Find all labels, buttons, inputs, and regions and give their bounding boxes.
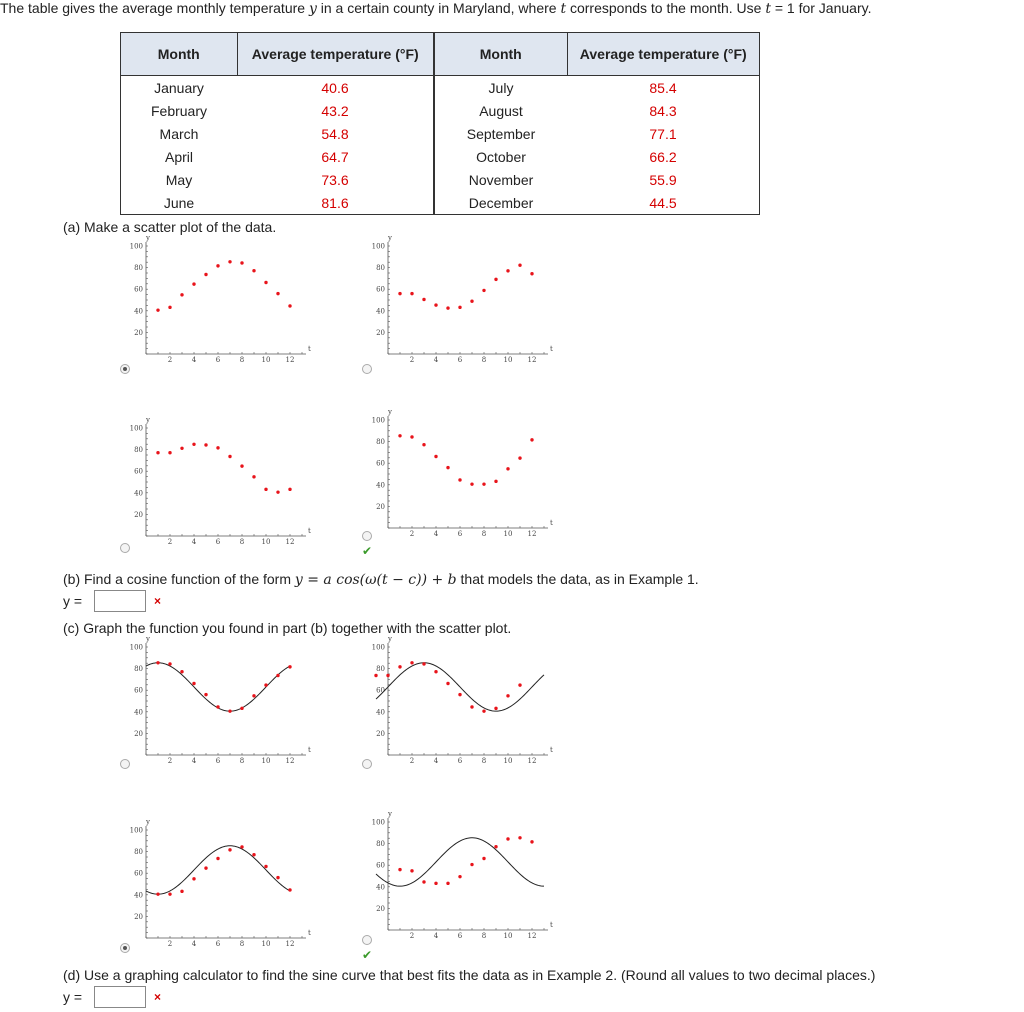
- y-tick-label: 60: [134, 285, 143, 294]
- data-point: [228, 848, 231, 851]
- data-point: [530, 840, 533, 843]
- data-point: [216, 705, 219, 708]
- data-point: [398, 434, 401, 437]
- y-axis-label: y: [146, 416, 150, 424]
- data-point: [470, 482, 473, 485]
- data-point: [156, 661, 159, 664]
- y-axis-label: y: [388, 635, 392, 643]
- table-header-month-1: Month: [121, 33, 238, 76]
- data-point: [410, 869, 413, 872]
- table-row: [121, 76, 760, 100]
- x-tick-label: 4: [433, 356, 439, 364]
- data-point: [156, 308, 159, 311]
- data-point: [506, 269, 509, 272]
- data-point: [494, 278, 497, 281]
- data-point: [398, 868, 401, 871]
- y-tick-label: 100: [371, 242, 385, 251]
- x-tick-label: 6: [215, 940, 221, 948]
- y-axis-label: y: [146, 635, 150, 643]
- x-tick-label: 2: [167, 538, 173, 546]
- y-tick-label: 40: [134, 891, 143, 900]
- temperature-cell: 85.4: [567, 76, 760, 100]
- x-axis-label: t: [550, 921, 553, 929]
- correct-check-icon: ✔: [362, 544, 373, 558]
- data-point: [458, 875, 461, 878]
- temperature-cell: 77.1: [567, 122, 760, 145]
- x-tick-label: 10: [261, 757, 271, 765]
- data-point: [374, 674, 377, 677]
- fitted-curve: [146, 846, 290, 894]
- data-point: [264, 683, 267, 686]
- x-tick-label: 8: [239, 757, 245, 765]
- data-point: [228, 260, 231, 263]
- y-tick-label: 80: [376, 438, 385, 447]
- data-point: [276, 674, 279, 677]
- x-tick-label: 8: [481, 932, 487, 940]
- y-tick-label: 60: [376, 686, 385, 695]
- problem-statement: The table gives the average monthly temperature y in a certain county in Maryland, where t corresponds to the month. Use t = 1 for January.: [0, 0, 872, 17]
- table-row: [121, 145, 760, 168]
- x-tick-label: 6: [215, 356, 221, 364]
- x-tick-label: 8: [481, 757, 487, 765]
- data-point: [180, 670, 183, 673]
- x-axis-label: t: [550, 746, 553, 754]
- x-tick-label: 12: [527, 530, 537, 538]
- y-tick-label: 100: [371, 416, 385, 425]
- data-point: [216, 857, 219, 860]
- x-tick-label: 6: [457, 530, 463, 538]
- data-point: [276, 876, 279, 879]
- data-point: [252, 694, 255, 697]
- x-tick-label: 10: [261, 356, 271, 364]
- x-tick-label: 6: [215, 538, 221, 546]
- x-tick-label: 6: [457, 356, 463, 364]
- x-tick-label: 12: [285, 757, 295, 765]
- data-point: [264, 488, 267, 491]
- data-point: [240, 845, 243, 848]
- y-tick-label: 100: [371, 643, 385, 652]
- part-d-answer-input[interactable]: [94, 986, 146, 1008]
- data-point: [458, 306, 461, 309]
- y-tick-label: 100: [129, 643, 143, 652]
- y-tick-label: 100: [129, 826, 143, 835]
- x-tick-label: 12: [527, 932, 537, 940]
- temperature-cell: 43.2: [237, 99, 434, 122]
- y-tick-label: 100: [371, 818, 385, 827]
- graph-option-c3: [118, 820, 318, 950]
- month-cell: October: [476, 148, 526, 165]
- scatter-option-a1: [118, 236, 318, 366]
- x-tick-label: 8: [481, 530, 487, 538]
- data-point: [204, 443, 207, 446]
- y-tick-label: 60: [376, 285, 385, 294]
- data-point: [398, 665, 401, 668]
- data-point: [288, 888, 291, 891]
- data-point: [434, 455, 437, 458]
- y-tick-label: 20: [134, 912, 143, 921]
- y-axis-label: y: [388, 408, 392, 416]
- correct-check-icon-2: ✔: [362, 948, 373, 962]
- x-tick-label: 4: [433, 530, 439, 538]
- y-tick-label: 80: [134, 264, 143, 273]
- data-point: [276, 292, 279, 295]
- data-point: [192, 682, 195, 685]
- x-tick-label: 2: [167, 940, 173, 948]
- data-point: [458, 478, 461, 481]
- data-point: [482, 709, 485, 712]
- data-point: [264, 865, 267, 868]
- x-tick-label: 10: [503, 356, 513, 364]
- y-axis-label: y: [146, 818, 150, 826]
- data-point: [518, 456, 521, 459]
- data-point: [168, 892, 171, 895]
- x-tick-label: 10: [261, 940, 271, 948]
- temperature-cell: 84.3: [567, 99, 760, 122]
- data-point: [530, 438, 533, 441]
- data-point: [288, 665, 291, 668]
- data-point: [180, 293, 183, 296]
- y-tick-label: 20: [376, 904, 385, 913]
- data-point: [482, 289, 485, 292]
- y-tick-label: 60: [134, 467, 143, 476]
- data-point: [422, 880, 425, 883]
- y-tick-label: 40: [376, 883, 385, 892]
- y-tick-label: 100: [129, 424, 143, 433]
- y-axis-label: y: [388, 234, 392, 242]
- y-tick-label: 40: [134, 489, 143, 498]
- y-tick-label: 80: [376, 264, 385, 273]
- data-point: [264, 281, 267, 284]
- x-tick-label: 4: [191, 356, 197, 364]
- data-point: [168, 306, 171, 309]
- part-b-wrong-icon: ×: [154, 594, 162, 608]
- data-point: [252, 475, 255, 478]
- data-point: [240, 707, 243, 710]
- data-point: [422, 443, 425, 446]
- fitted-curve: [146, 663, 290, 711]
- temperature-cell: 55.9: [567, 168, 760, 191]
- y-tick-label: 80: [376, 840, 385, 849]
- data-point: [216, 264, 219, 267]
- y-tick-label: 80: [134, 446, 143, 455]
- data-point: [386, 674, 389, 677]
- x-tick-label: 12: [285, 538, 295, 546]
- data-point: [446, 306, 449, 309]
- data-point: [446, 466, 449, 469]
- y-tick-label: 20: [134, 510, 143, 519]
- graph-option-c2: [360, 637, 560, 767]
- y-tick-label: 100: [129, 242, 143, 251]
- part-c-prompt: (c) Graph the function you found in part (b) together with the scatter plot.: [63, 620, 512, 636]
- data-point: [410, 661, 413, 664]
- table-row: [121, 122, 760, 145]
- data-point: [434, 670, 437, 673]
- data-point: [228, 455, 231, 458]
- data-point: [422, 662, 425, 665]
- y-tick-label: 40: [134, 708, 143, 717]
- data-point: [252, 269, 255, 272]
- data-point: [434, 882, 437, 885]
- fitted-curve: [376, 838, 544, 886]
- month-cell: June: [121, 191, 238, 215]
- data-point: [494, 707, 497, 710]
- x-tick-label: 4: [433, 757, 439, 765]
- data-point: [192, 443, 195, 446]
- y-tick-label: 20: [134, 729, 143, 738]
- part-d-wrong-icon: ×: [154, 990, 162, 1004]
- part-a-prompt: (a) Make a scatter plot of the data.: [63, 219, 277, 235]
- y-tick-label: 80: [376, 665, 385, 674]
- x-axis-label: t: [308, 746, 311, 754]
- data-point: [518, 683, 521, 686]
- x-tick-label: 10: [261, 538, 271, 546]
- data-point: [204, 273, 207, 276]
- data-point: [446, 882, 449, 885]
- data-point: [410, 292, 413, 295]
- table-row: [121, 99, 760, 122]
- data-point: [506, 694, 509, 697]
- x-axis-label: t: [308, 527, 311, 535]
- month-cell: December: [434, 191, 567, 215]
- temperature-cell: 81.6: [237, 191, 434, 215]
- y-tick-label: 20: [134, 328, 143, 337]
- month-cell: August: [479, 102, 523, 119]
- data-point: [204, 693, 207, 696]
- x-axis-label: t: [550, 519, 553, 527]
- y-tick-label: 40: [376, 307, 385, 316]
- data-point: [518, 264, 521, 267]
- data-point: [398, 292, 401, 295]
- x-tick-label: 12: [527, 757, 537, 765]
- x-tick-label: 8: [481, 356, 487, 364]
- data-point: [470, 863, 473, 866]
- temperature-cell: 40.6: [237, 76, 434, 100]
- table-row: [121, 191, 760, 215]
- table-header-month-2: Month: [434, 33, 567, 76]
- data-point: [276, 490, 279, 493]
- temperature-cell: 54.8: [237, 122, 434, 145]
- data-point: [482, 857, 485, 860]
- y-tick-label: 80: [134, 848, 143, 857]
- month-cell: July: [488, 79, 514, 96]
- data-point: [494, 480, 497, 483]
- temperature-cell: 64.7: [237, 145, 434, 168]
- x-tick-label: 4: [191, 538, 197, 546]
- data-point: [506, 467, 509, 470]
- x-tick-label: 4: [433, 932, 439, 940]
- data-point: [288, 304, 291, 307]
- fitted-curve: [376, 663, 544, 711]
- x-tick-label: 8: [239, 356, 245, 364]
- data-point: [410, 435, 413, 438]
- data-point: [458, 693, 461, 696]
- data-point: [216, 446, 219, 449]
- y-tick-label: 20: [376, 729, 385, 738]
- data-point: [180, 890, 183, 893]
- x-tick-label: 10: [503, 932, 513, 940]
- data-point: [494, 845, 497, 848]
- x-tick-label: 8: [239, 538, 245, 546]
- data-point: [470, 705, 473, 708]
- x-tick-label: 6: [457, 932, 463, 940]
- data-point: [240, 261, 243, 264]
- y-tick-label: 20: [376, 502, 385, 511]
- x-tick-label: 8: [239, 940, 245, 948]
- x-tick-label: 12: [285, 940, 295, 948]
- data-point: [192, 282, 195, 285]
- data-point: [168, 451, 171, 454]
- month-cell: November: [468, 171, 534, 188]
- x-tick-label: 2: [409, 932, 415, 940]
- data-point: [252, 853, 255, 856]
- y-tick-label: 40: [134, 307, 143, 316]
- data-point: [482, 482, 485, 485]
- graph-option-c4: [360, 812, 560, 942]
- month-cell: February: [121, 99, 238, 122]
- x-tick-label: 10: [503, 757, 513, 765]
- data-point: [446, 682, 449, 685]
- x-tick-label: 2: [409, 356, 415, 364]
- data-point: [470, 299, 473, 302]
- data-point: [168, 662, 171, 665]
- x-axis-label: t: [308, 345, 311, 353]
- table-body: [121, 76, 760, 215]
- y-axis-label: y: [146, 234, 150, 242]
- y-tick-label: 40: [376, 481, 385, 490]
- part-b-y-label: y =: [63, 593, 83, 609]
- data-point: [204, 866, 207, 869]
- x-tick-label: 2: [409, 530, 415, 538]
- part-b-prompt: (b) Find a cosine function of the form y = a cos(ω(t − c)) + b that models the data, as in Example 1.: [63, 571, 699, 588]
- data-point: [518, 836, 521, 839]
- y-tick-label: 60: [376, 861, 385, 870]
- x-tick-label: 12: [527, 356, 537, 364]
- part-d-y-label: y =: [63, 989, 83, 1005]
- data-point: [192, 877, 195, 880]
- y-tick-label: 60: [376, 459, 385, 468]
- month-cell: March: [121, 122, 238, 145]
- x-tick-label: 12: [285, 356, 295, 364]
- y-tick-label: 60: [134, 869, 143, 878]
- x-tick-label: 4: [191, 757, 197, 765]
- month-cell: April: [121, 145, 238, 168]
- data-point: [240, 464, 243, 467]
- data-point: [228, 709, 231, 712]
- part-b-answer-input[interactable]: [94, 590, 146, 612]
- temperature-cell: 66.2: [567, 145, 760, 168]
- temperature-table: [120, 32, 760, 215]
- scatter-option-a4: [360, 410, 560, 540]
- scatter-option-a3: [118, 418, 318, 548]
- month-cell: September: [466, 125, 536, 142]
- x-tick-label: 2: [167, 757, 173, 765]
- x-tick-label: 2: [167, 356, 173, 364]
- table-header-temp-2: Average temperature (°F): [567, 33, 760, 76]
- month-cell: May: [121, 168, 238, 191]
- x-axis-label: t: [550, 345, 553, 353]
- month-cell: January: [121, 76, 238, 100]
- y-tick-label: 40: [376, 708, 385, 717]
- temperature-cell: 44.5: [567, 191, 760, 215]
- data-point: [506, 837, 509, 840]
- data-point: [288, 488, 291, 491]
- x-axis-label: t: [308, 929, 311, 937]
- y-tick-label: 80: [134, 665, 143, 674]
- data-point: [434, 303, 437, 306]
- data-point: [156, 451, 159, 454]
- x-tick-label: 6: [457, 757, 463, 765]
- data-point: [180, 447, 183, 450]
- scatter-option-a2: [360, 236, 560, 366]
- graph-option-c1: [118, 637, 318, 767]
- data-point: [530, 272, 533, 275]
- table-header-temp-1: Average temperature (°F): [237, 33, 434, 76]
- table-row: [121, 168, 760, 191]
- x-tick-label: 2: [409, 757, 415, 765]
- temperature-cell: 73.6: [237, 168, 434, 191]
- y-axis-label: y: [388, 810, 392, 818]
- y-tick-label: 20: [376, 328, 385, 337]
- y-tick-label: 60: [134, 686, 143, 695]
- data-point: [422, 298, 425, 301]
- x-tick-label: 6: [215, 757, 221, 765]
- part-d-prompt: (d) Use a graphing calculator to find the sine curve that best fits the data as in Example 2. (Round all values to two decimal places.): [63, 967, 876, 983]
- x-tick-label: 10: [503, 530, 513, 538]
- x-tick-label: 4: [191, 940, 197, 948]
- data-point: [156, 892, 159, 895]
